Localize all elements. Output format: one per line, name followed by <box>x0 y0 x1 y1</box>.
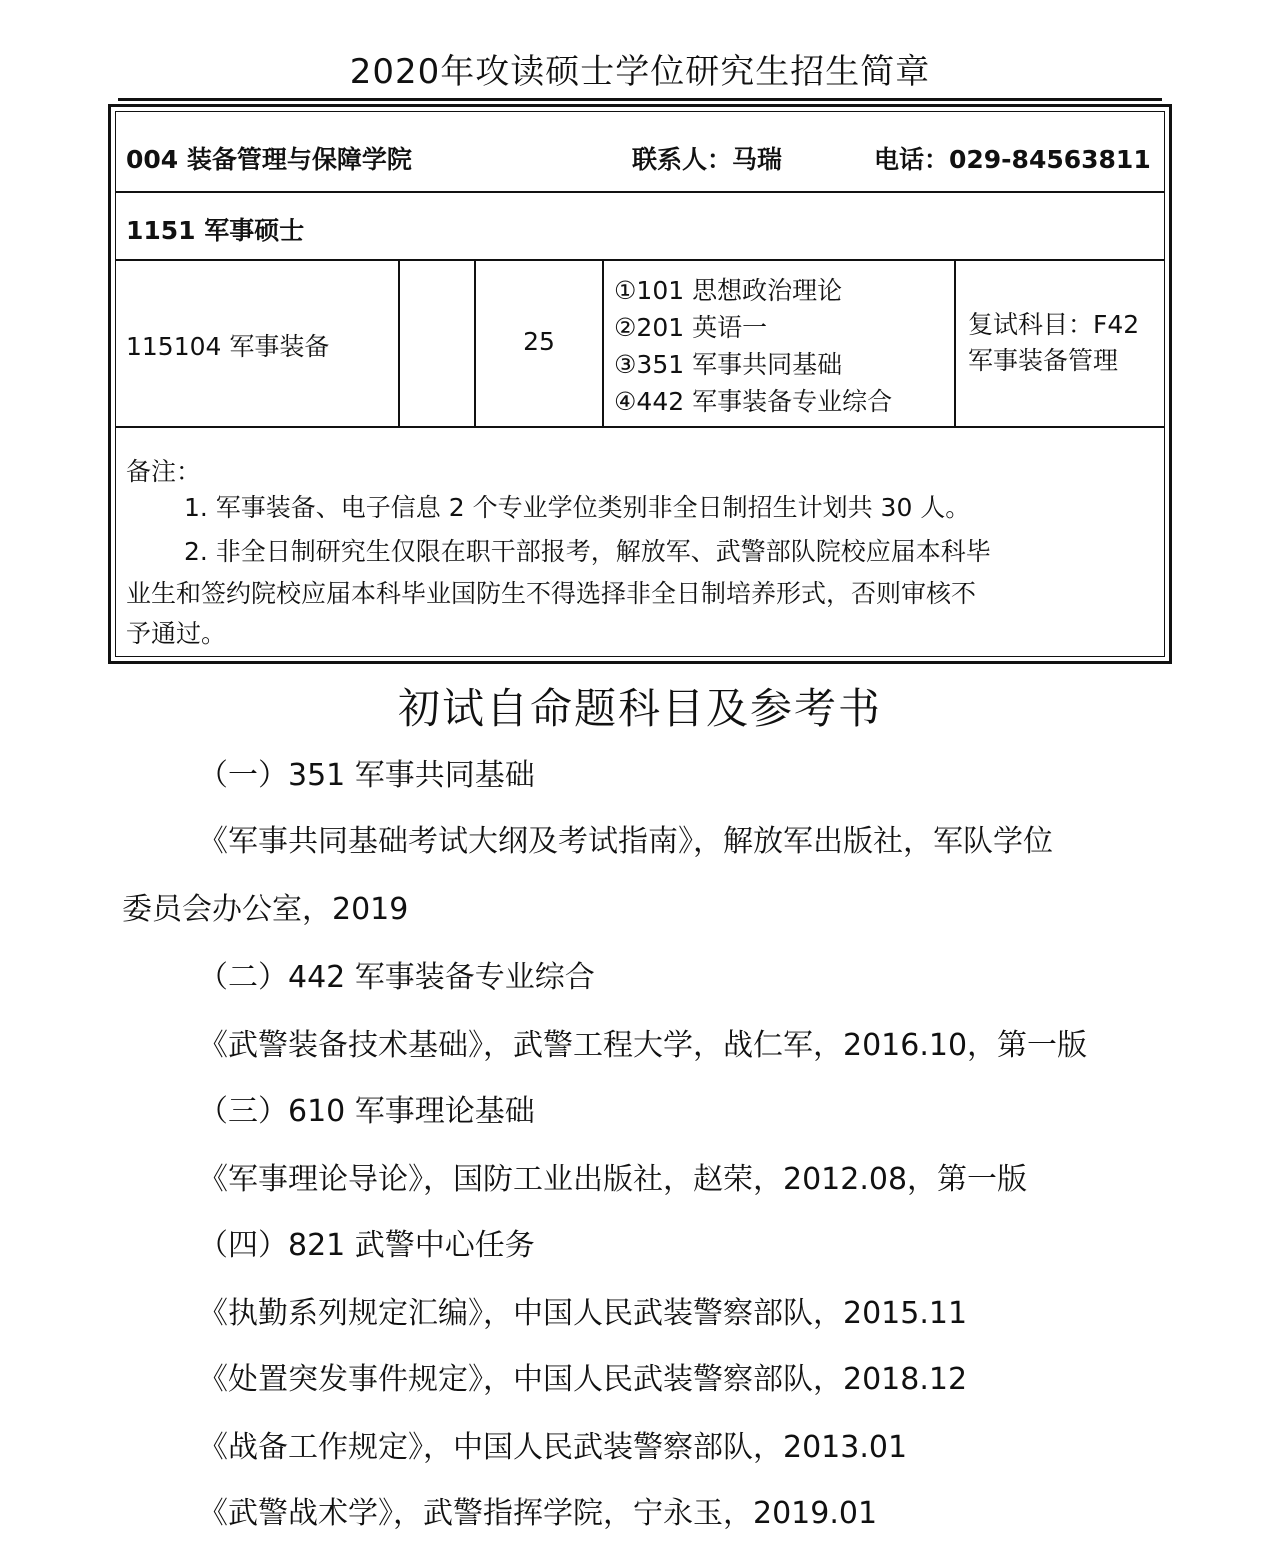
reference-book: 《军事共同基础考试大纲及考试指南》，解放军出版社，军队学位 <box>198 824 1053 859</box>
department-contact: 联系人：马瑞 <box>632 145 783 174</box>
reference-book: 《处置突发事件规定》，中国人民武装警察部队，2018.12 <box>198 1362 968 1397</box>
note-line: 2. 非全日制研究生仅限在职干部报考，解放军、武警部队院校应届本科毕 <box>184 537 991 566</box>
subject-heading: （一）351 军事共同基础 <box>198 758 535 793</box>
subject-heading: （四）821 武警中心任务 <box>198 1228 535 1263</box>
department-row <box>116 112 1164 193</box>
major-quota-cell <box>476 261 604 426</box>
major-direction-cell <box>400 261 476 426</box>
major-row <box>116 261 1164 428</box>
notes-heading: 备注： <box>126 457 202 486</box>
major-quota: 25 <box>523 327 555 356</box>
department-phone: 电话：029-84563811 <box>874 145 1151 174</box>
retest-cell <box>956 261 1164 426</box>
reference-book: 《军事理论导论》，国防工业出版社，赵荣，2012.08，第一版 <box>198 1162 1028 1197</box>
note-line: 业生和签约院校应届本科毕业国防生不得选择非全日制培养形式，否则审核不 <box>126 579 977 608</box>
subject-heading: （三）610 军事理论基础 <box>198 1094 535 1129</box>
category-row <box>116 193 1164 261</box>
major-name-cell <box>116 261 400 426</box>
exam-subject: ④442 军事装备专业综合 <box>614 387 893 416</box>
reference-book: 《武警装备技术基础》，武警工程大学，战仁军，2016.10，第一版 <box>198 1028 1088 1063</box>
retest-subject: 复试科目：F42 军事装备管理 <box>968 310 1140 375</box>
category-label: 1151 军事硕士 <box>126 216 305 245</box>
exam-subject: ①101 思想政治理论 <box>614 276 843 305</box>
notes-row <box>116 428 1164 656</box>
exam-subject: ②201 英语一 <box>614 313 768 342</box>
exam-subjects-cell <box>604 261 956 426</box>
exam-subject: ③351 军事共同基础 <box>614 350 843 379</box>
page-title: 2020年攻读硕士学位研究生招生简章 <box>349 52 931 92</box>
note-line: 予通过。 <box>126 619 227 648</box>
reference-book-continued: 委员会办公室，2019 <box>122 892 409 927</box>
admission-table <box>108 104 1172 664</box>
note-line: 1. 军事装备、电子信息 2 个专业学位类别非全日制招生计划共 30 人。 <box>184 493 971 522</box>
reference-book: 《执勤系列规定汇编》，中国人民武装警察部队，2015.11 <box>198 1296 968 1331</box>
major-name: 115104 军事装备 <box>126 332 330 361</box>
subject-heading: （二）442 军事装备专业综合 <box>198 960 595 995</box>
department-name: 004 装备管理与保障学院 <box>126 145 412 174</box>
header-rule <box>118 98 1162 101</box>
admission-table-inner <box>115 111 1165 657</box>
reference-book: 《武警战术学》，武警指挥学院，宁永玉，2019.01 <box>198 1496 878 1531</box>
reference-book: 《战备工作规定》，中国人民武装警察部队，2013.01 <box>198 1430 908 1465</box>
section-title: 初试自命题科目及参考书 <box>397 684 882 733</box>
